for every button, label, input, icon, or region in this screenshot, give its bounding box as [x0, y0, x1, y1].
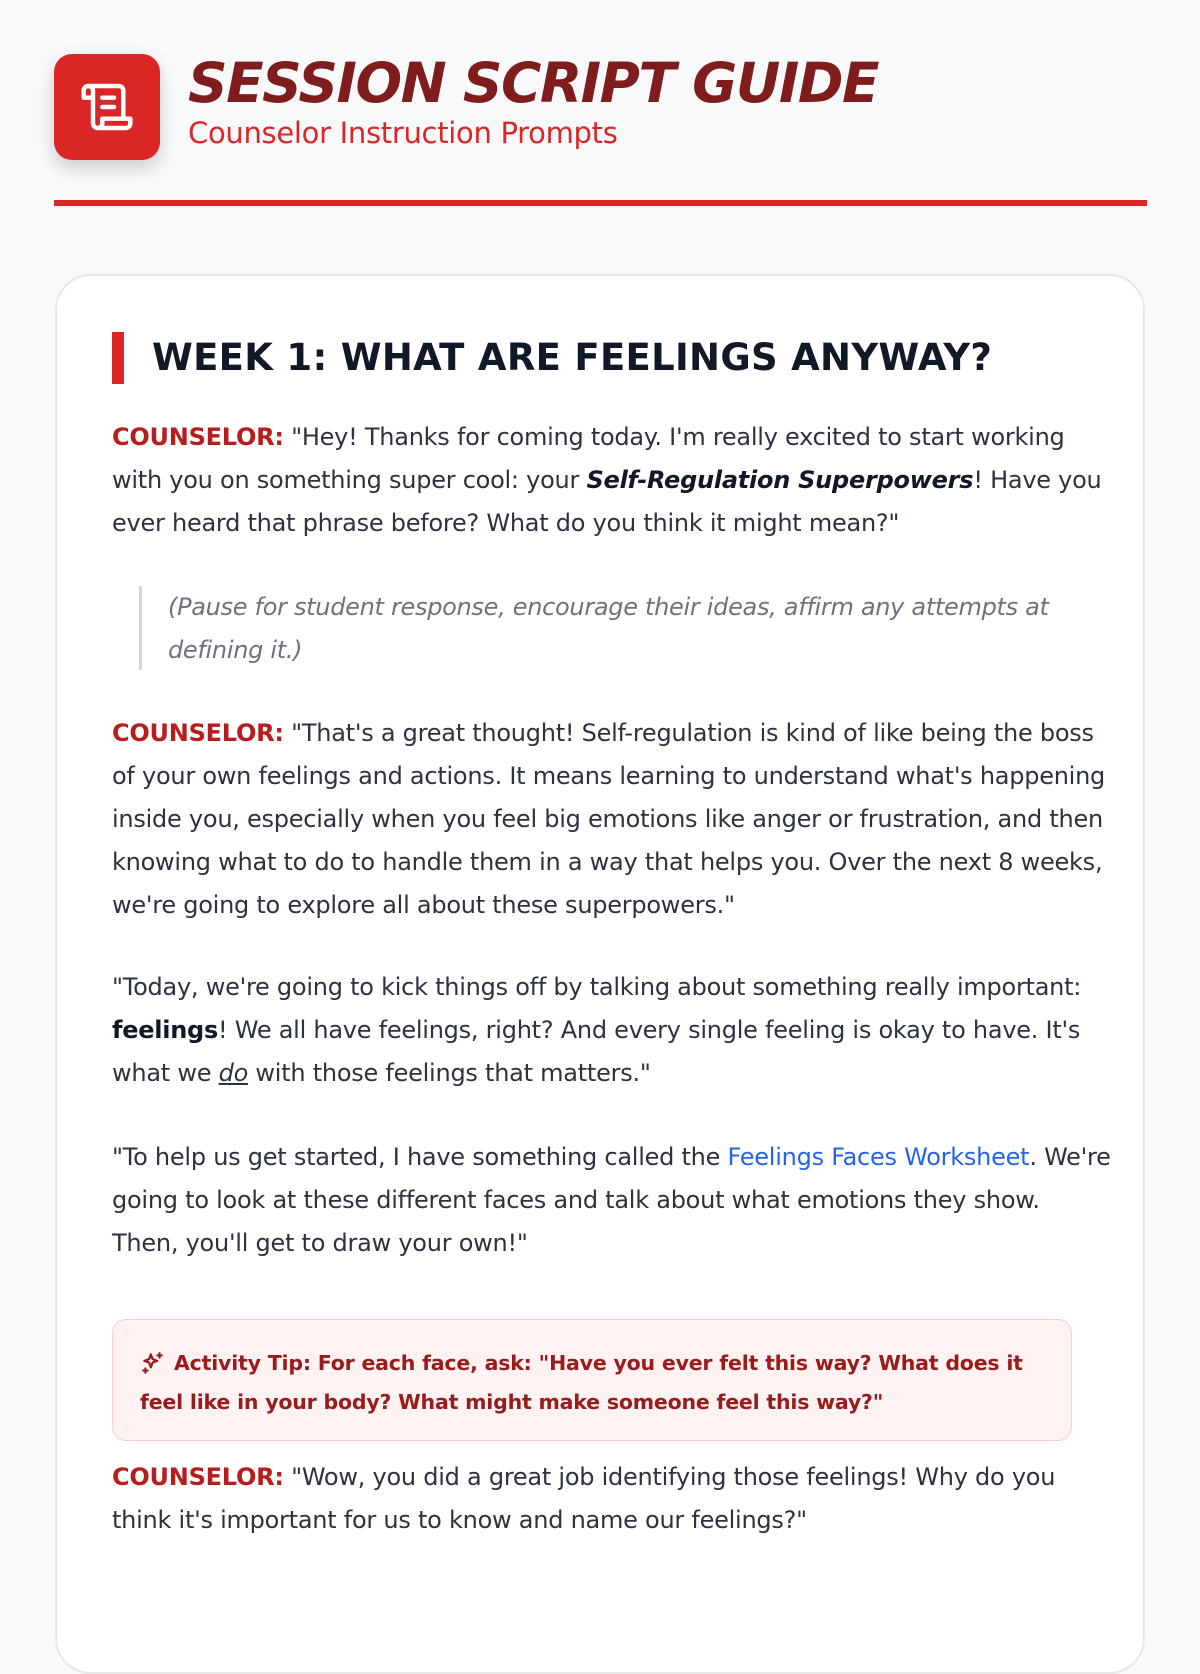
scroll-icon: [54, 54, 160, 160]
paragraph-text: "Wow, you did a great job identifying those feelings! Why do you think it's important for us to know and name our feelings?": [112, 1463, 1056, 1534]
worksheet-link[interactable]: Feelings Faces Worksheet: [727, 1143, 1030, 1171]
header-divider: [54, 200, 1147, 206]
emphasis-text: Self-Regulation Superpowers: [586, 466, 974, 494]
script-paragraph-4: [112, 1136, 1112, 1265]
script-paragraph-1: [112, 416, 1112, 545]
tip-text: Activity Tip: For each face, ask: "Have you ever felt this way? What does it feel like in your body? What might make someone feel this way?": [140, 1351, 1023, 1414]
paragraph-text: ! Have you ever heard that phrase before? What do you think it might mean?": [112, 466, 1102, 537]
section-heading: WEEK 1: WHAT ARE FEELINGS ANYWAY?: [152, 336, 993, 379]
paragraph-text: . We're going to look at these different faces and talk about what emotions they show. Then, you'll get to draw your own!": [112, 1143, 1111, 1257]
paragraph-text: "Today, we're going to kick things off by talking about something really important:: [112, 973, 1082, 1001]
paragraph-text: with those feelings that matters.": [248, 1059, 651, 1087]
speaker-label: COUNSELOR:: [112, 719, 284, 747]
paragraph-text: "That's a great thought! Self-regulation is kind of like being the boss of your own feelings and actions. It means learning to understand what's happening inside you, especially when you feel big emotions like anger or frustration, and then knowing what to do to handle them in a way that helps you. Over the next 8 weeks, we're going to explore all about these superpowers.": [112, 719, 1106, 919]
script-paragraph-2: [112, 712, 1112, 927]
page-subtitle: Counselor Instruction Prompts: [188, 116, 618, 150]
speaker-label: COUNSELOR:: [112, 423, 284, 451]
script-paragraph-5: [112, 1456, 1112, 1542]
script-paragraph-3: [112, 966, 1112, 1095]
speaker-label: COUNSELOR:: [112, 1463, 284, 1491]
paragraph-text: "To help us get started, I have something called the: [112, 1143, 728, 1171]
bold-text: feelings: [112, 1016, 218, 1044]
paragraph-text: "Hey! Thanks for coming today. I'm really excited to start working with you on something super cool: your: [112, 423, 1065, 494]
stage-direction-note: (Pause for student response, encourage their ideas, affirm any attempts at defining it.): [139, 586, 1088, 670]
emphasis-text: do: [218, 1059, 249, 1087]
activity-tip: [112, 1319, 1072, 1441]
sparkles-icon: [140, 1350, 166, 1386]
page-title: SESSION SCRIPT GUIDE: [188, 51, 879, 115]
script-card: [55, 274, 1145, 1674]
heading-accent-bar: [112, 332, 124, 384]
paragraph-text: ! We all have feelings, right? And every single feeling is okay to have. It's what we: [112, 1016, 1081, 1087]
